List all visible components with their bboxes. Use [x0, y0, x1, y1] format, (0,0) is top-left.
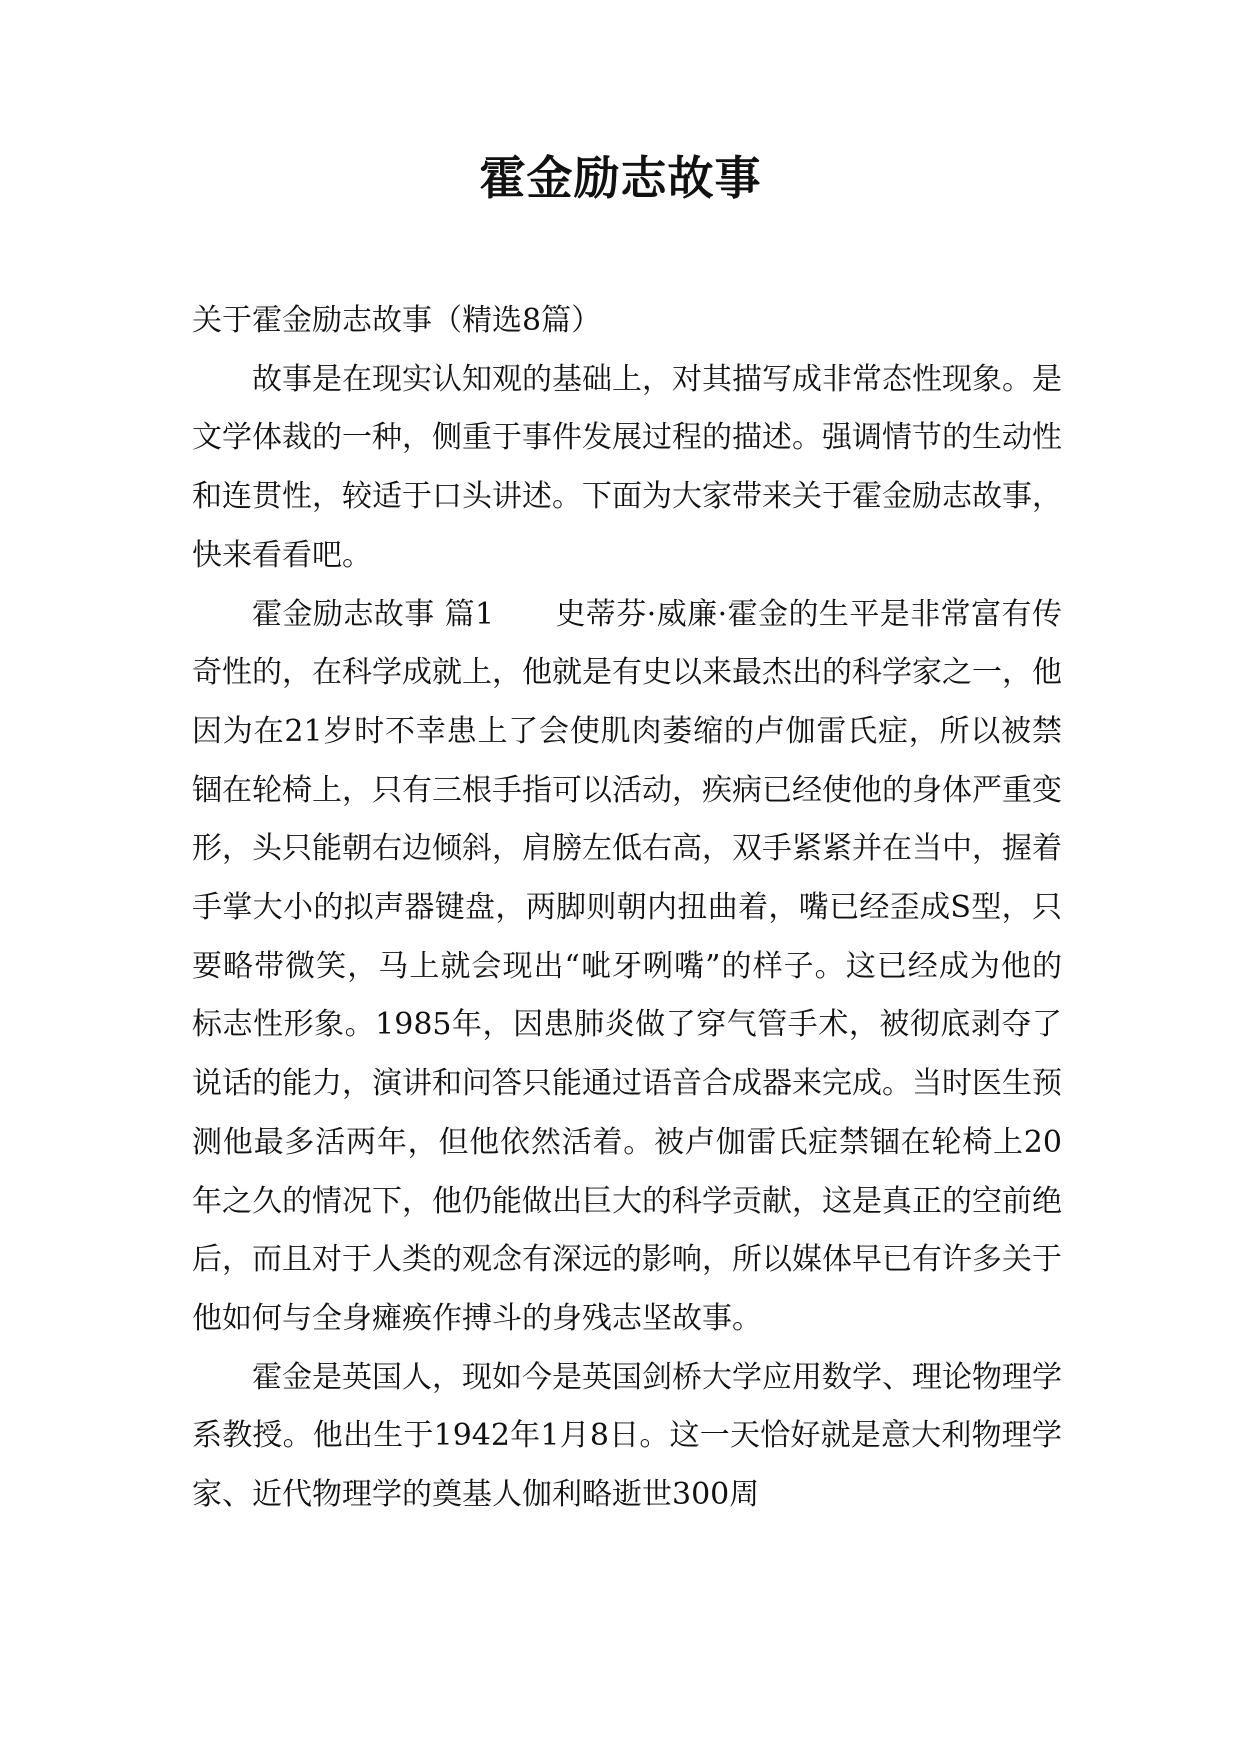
document-body — [192, 292, 1062, 1525]
paragraph: 故事是在现实认知观的基础上，对其描写成非常态性现象。是文学体裁的一种，侧重于事件发展过程的描述。强调情节的生动性和连贯性，较适于口头讲述。下面为大家带来关于霍金励志故事，快来看看吧。 — [192, 361, 1062, 573]
document-title: 霍金励志故事 — [479, 151, 762, 205]
paragraph: 霍金励志故事 篇1 史蒂芬·威廉·霍金的生平是非常富有传奇性的，在科学成就上，他就是有史以来最杰出的科学家之一，他因为在21岁时不幸患上了会使肌肉萎缩的卢伽雷氏症，所以被禁锢在轮椅上，只有三根手指可以活动，疾病已经使他的身体严重变形，头只能朝右边倾斜，肩膀左低右高，双手紧紧并在当中，握着手掌大小的拟声器键盘，两脚则朝内扭曲着，嘴已经歪成S型，只要略带微笑，马上就会现出“呲牙咧嘴”的样子。这已经成为他的标志性形象。1985年，因患肺炎做了穿气管手术，被彻底剥夺了说话的能力，演讲和问答只能通过语音合成器来完成。当时医生预测他最多活两年，但他依然活着。被卢伽雷氏症禁锢在轮椅上20年之久的情况下，他仍能做出巨大的科学贡献，这是真正的空前绝后，而且对于人类的观念有深远的影响，所以媒体早已有许多关于他如何与全身瘫痪作搏斗的身残志坚故事。 — [192, 596, 1062, 1336]
paragraph: 霍金是英国人，现如今是英国剑桥大学应用数学、理论物理学系教授。他出生于1942年1月8日。这一天恰好就是意大利物理学家、近代物理学的奠基人伽利略逝世300周 — [192, 1359, 1062, 1513]
intro-line: 关于霍金励志故事（精选8篇） — [192, 303, 602, 338]
